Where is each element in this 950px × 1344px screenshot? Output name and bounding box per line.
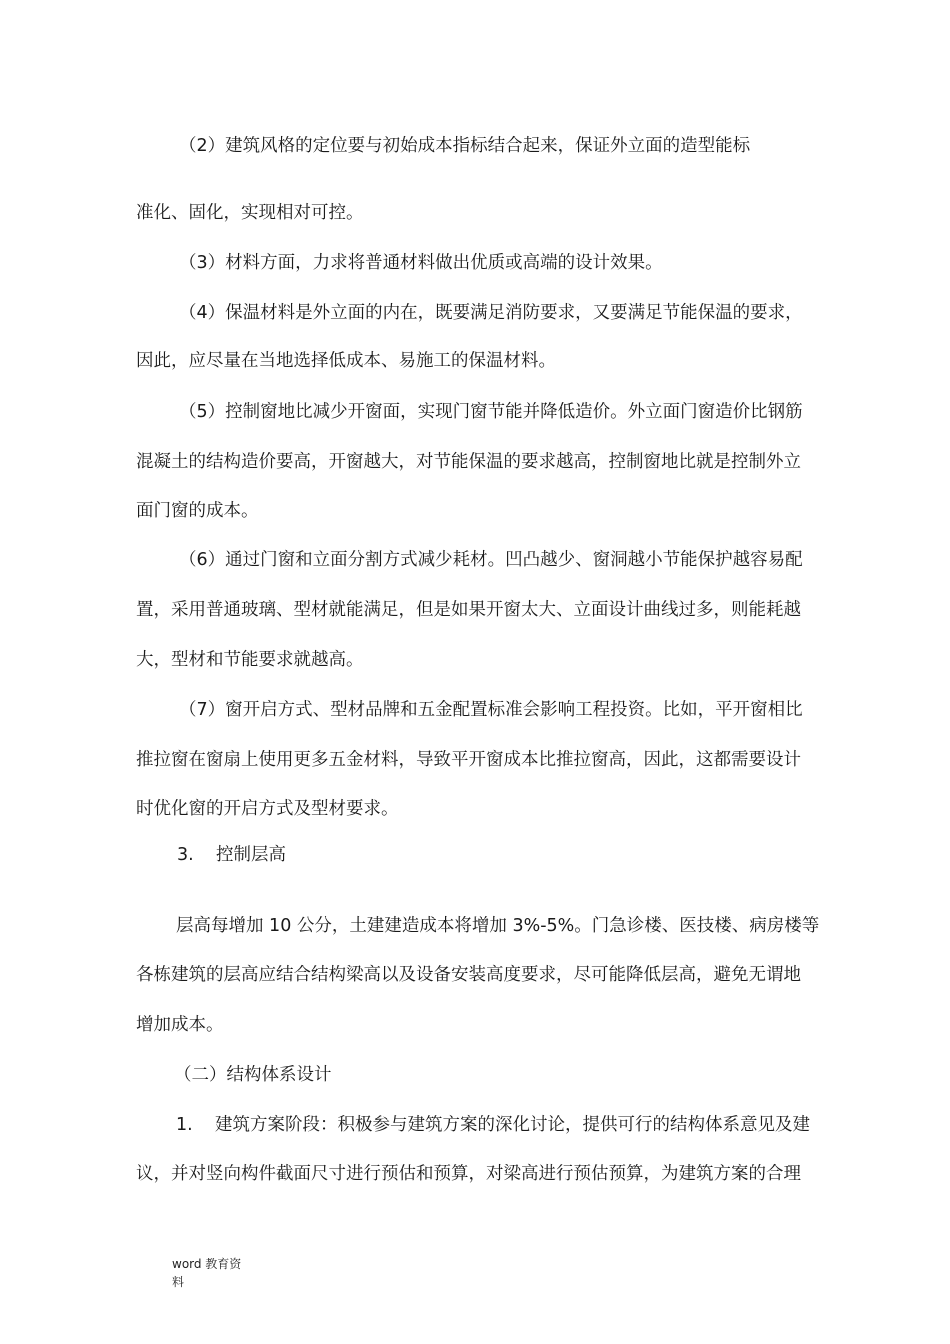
paragraph-line: （7）窗开启方式、型材品牌和五金配置标准会影响工程投资。比如，平开窗相比 bbox=[179, 700, 803, 720]
paragraph-line: 大，型材和节能要求就越高。 bbox=[136, 650, 364, 670]
section-heading: （二）结构体系设计 bbox=[174, 1065, 332, 1085]
paragraph-line: 增加成本。 bbox=[136, 1015, 224, 1035]
section-heading: 3. 控制层高 bbox=[177, 845, 286, 865]
paragraph-line: （4）保温材料是外立面的内在，既要满足消防要求，又要满足节能保温的要求， bbox=[179, 303, 803, 323]
footer-text: word 教育资 bbox=[172, 1257, 242, 1271]
paragraph-line: （3）材料方面，力求将普通材料做出优质或高端的设计效果。 bbox=[179, 253, 663, 273]
footer-text: 料 bbox=[172, 1275, 185, 1289]
paragraph-line: 议，并对竖向构件截面尺寸进行预估和预算，对梁高进行预估预算，为建筑方案的合理 bbox=[136, 1164, 801, 1184]
paragraph-line: 准化、固化，实现相对可控。 bbox=[136, 203, 364, 223]
paragraph-line: 面门窗的成本。 bbox=[136, 501, 259, 521]
paragraph-line: 推拉窗在窗扇上使用更多五金材料，导致平开窗成本比推拉窗高，因此，这都需要设计 bbox=[136, 750, 801, 770]
paragraph-line: （6）通过门窗和立面分割方式减少耗材。凹凸越少、窗洞越小节能保护越容易配 bbox=[179, 550, 803, 570]
paragraph-line: 因此，应尽量在当地选择低成本、易施工的保温材料。 bbox=[136, 351, 556, 371]
paragraph-line: 时优化窗的开启方式及型材要求。 bbox=[136, 799, 399, 819]
paragraph-line: （2）建筑风格的定位要与初始成本指标结合起来，保证外立面的造型能标 bbox=[179, 136, 751, 156]
paragraph-line: 层高每增加 10 公分，土建建造成本将增加 3%-5%。门急诊楼、医技楼、病房楼等 bbox=[176, 916, 820, 936]
paragraph-line: （5）控制窗地比减少开窗面，实现门窗节能并降低造价。外立面门窗造价比钢筋 bbox=[179, 402, 803, 422]
page-footer bbox=[172, 1255, 241, 1291]
paragraph-line: 混凝土的结构造价要高，开窗越大，对节能保温的要求越高，控制窗地比就是控制外立 bbox=[136, 452, 801, 472]
paragraph-line: 置，采用普通玻璃、型材就能满足，但是如果开窗太大、立面设计曲线过多，则能耗越 bbox=[136, 600, 801, 620]
paragraph-line: 各栋建筑的层高应结合结构梁高以及设备安装高度要求，尽可能降低层高，避免无谓地 bbox=[136, 965, 801, 985]
paragraph-line: 1. 建筑方案阶段：积极参与建筑方案的深化讨论，提供可行的结构体系意见及建 bbox=[176, 1115, 810, 1135]
